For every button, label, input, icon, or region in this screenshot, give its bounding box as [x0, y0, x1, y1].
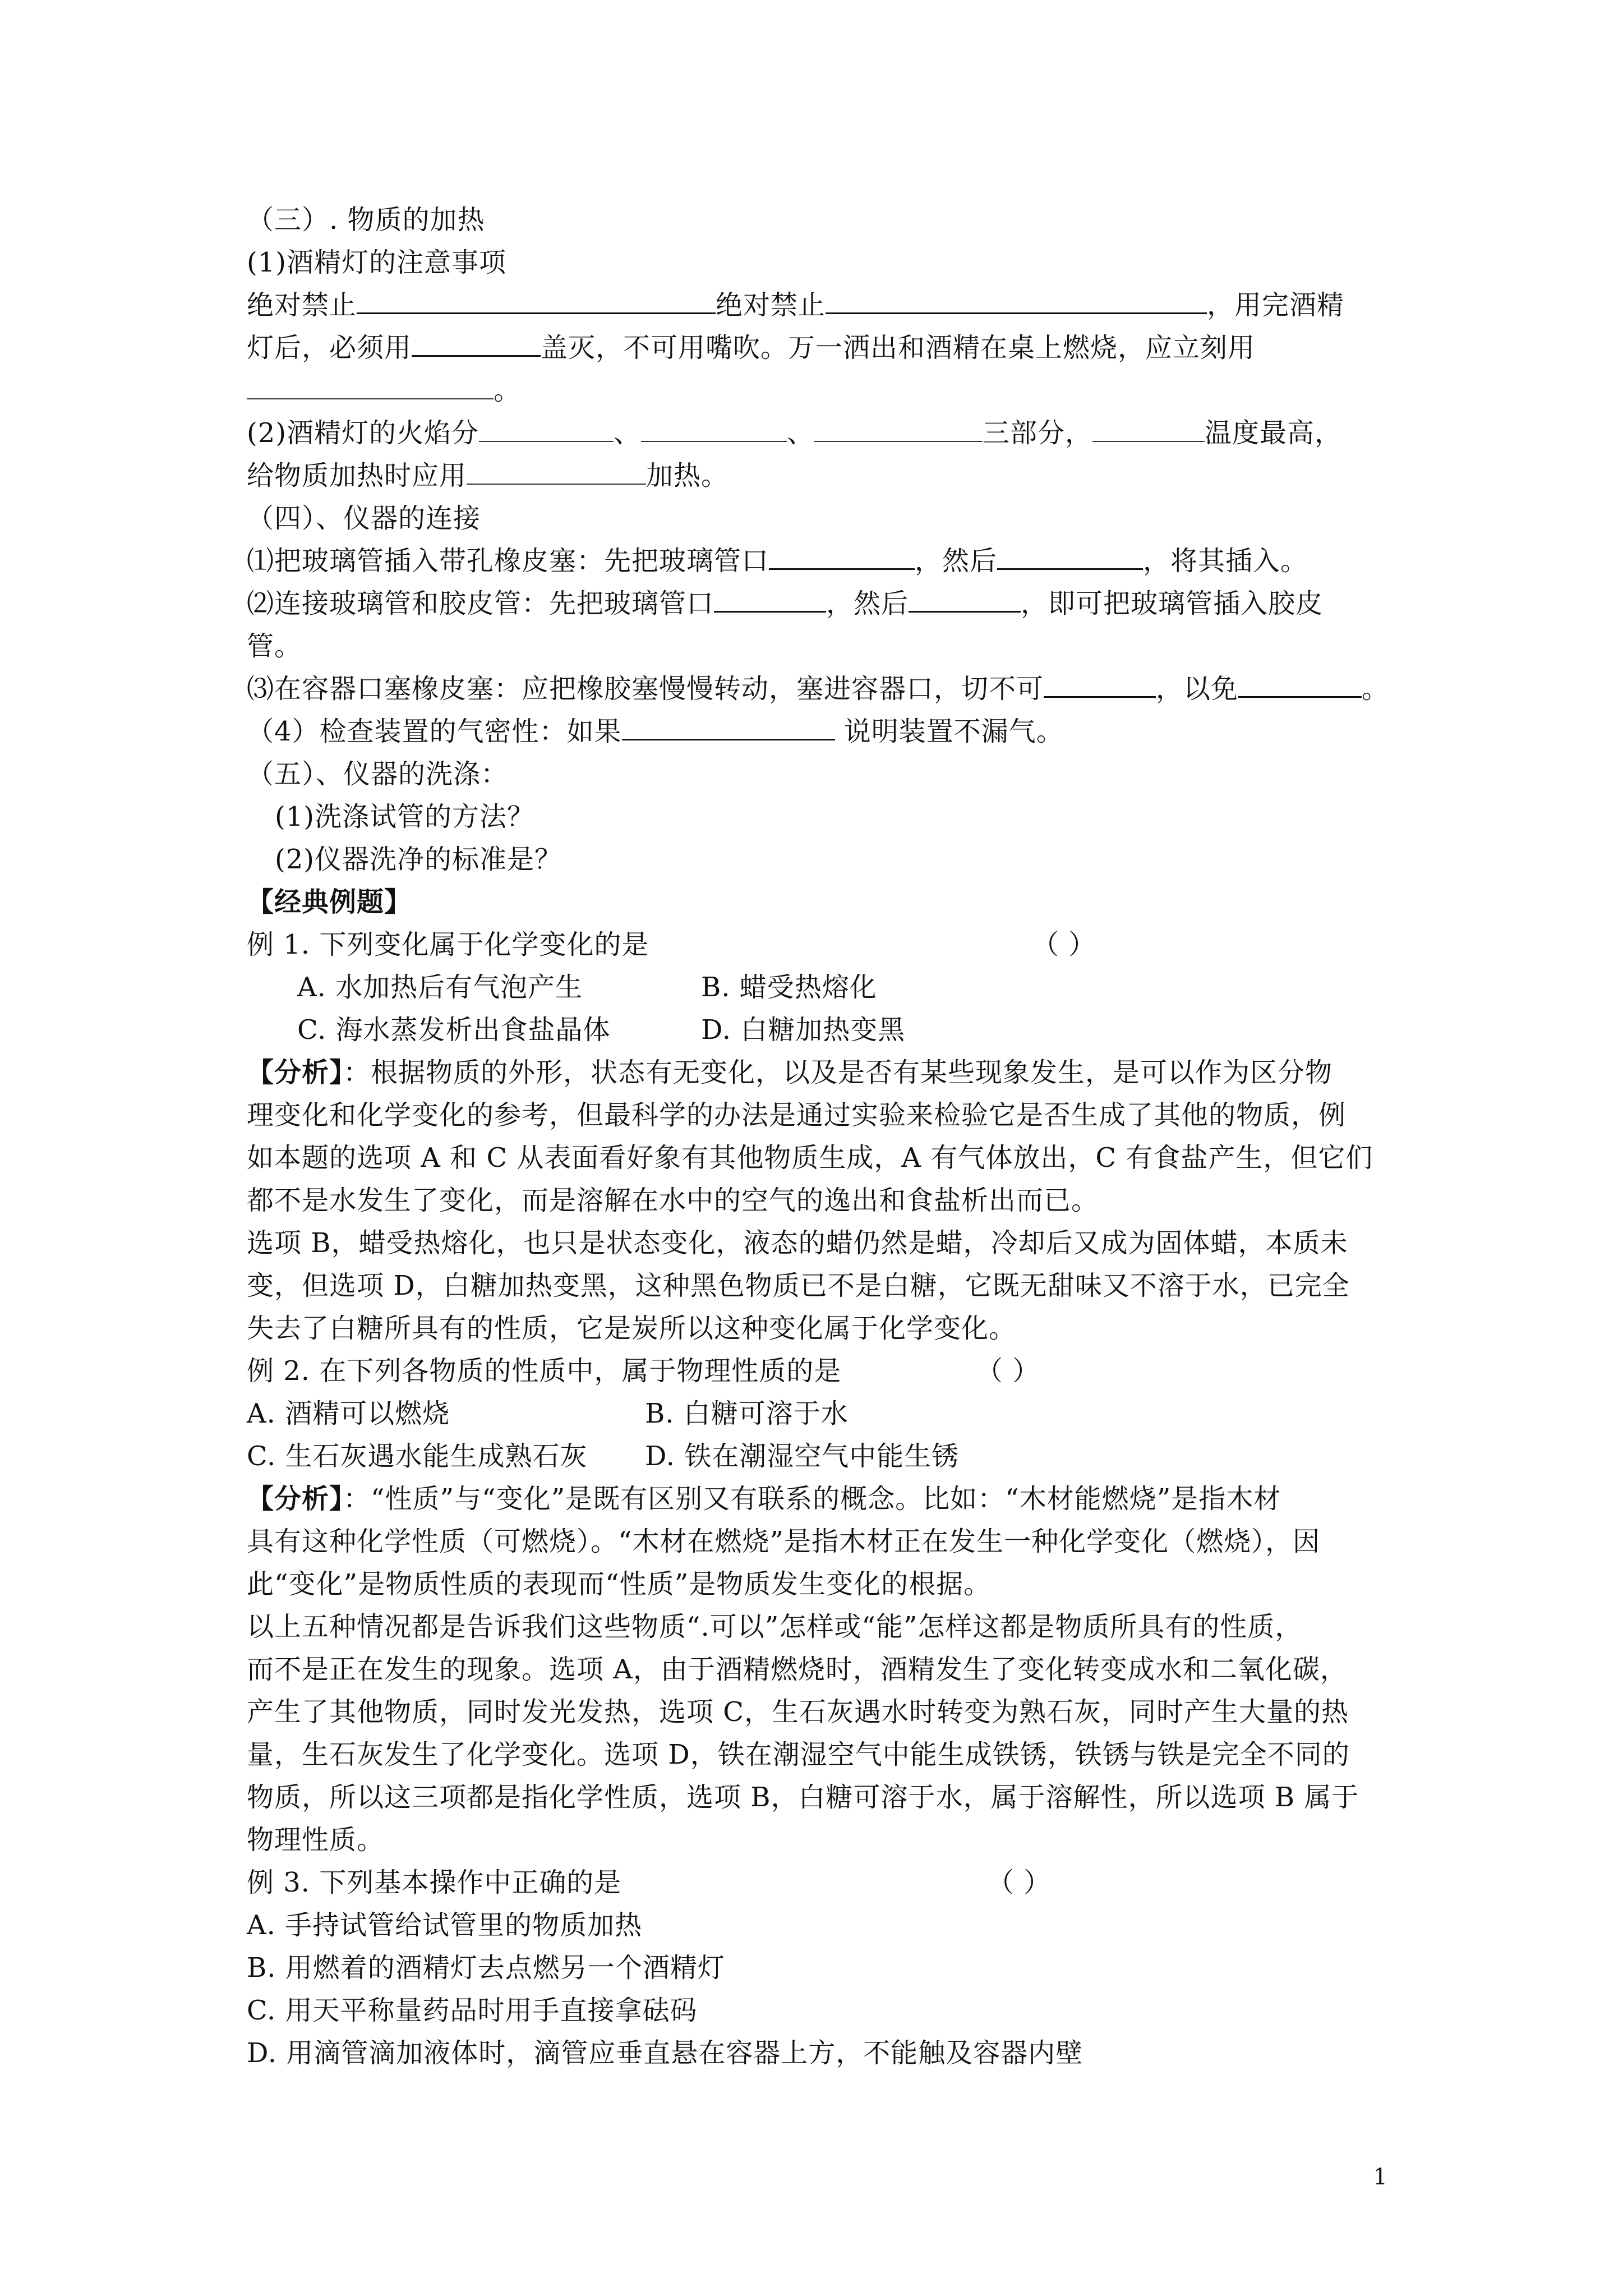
- text: ：根据物质的外形，状态有无变化，以及是否有某些现象发生，是可以作为区分物: [343, 1057, 1333, 1088]
- blank[interactable]: [622, 715, 835, 740]
- text: 三部分，: [983, 417, 1093, 449]
- example-3-option-c: C. 用天平称量药品时用手直接拿砝码: [247, 1995, 698, 2026]
- text: ，即可把玻璃管插入胶皮: [1021, 588, 1324, 619]
- text: 、: [614, 417, 642, 449]
- line-airtightness: [247, 714, 1064, 749]
- page-number: 1: [1373, 2164, 1387, 2190]
- example-1-analysis-line-2: 理变化和化学变化的参考，但最科学的办法是通过实验来检验它是否生成了其他的物质，例: [247, 1099, 1347, 1131]
- line-connect-rubber-tube-cont: 管。: [247, 631, 302, 662]
- text: 。: [1362, 673, 1390, 705]
- example-2-analysis-line-8: 物质，所以这三项都是指化学性质，选项 B，白糖可溶于水，属于溶解性，所以选项 B 属于: [247, 1782, 1359, 1813]
- example-2-analysis-line-6: 产生了其他物质，同时发光发热，选项 C，生石灰遇水时转变为熟石灰，同时产生大量的热: [247, 1696, 1349, 1728]
- blank[interactable]: [357, 289, 716, 314]
- line-stopper: [247, 671, 1389, 707]
- text: 温度最高，: [1205, 417, 1343, 449]
- section-5-item-2: (2)仪器洗净的标准是？: [275, 844, 562, 875]
- example-3-answer-paren: （ ）: [987, 1867, 1052, 1898]
- example-2-option-c: C. 生石灰遇水能生成熟石灰: [247, 1441, 588, 1472]
- text: ，将其插入。: [1143, 545, 1308, 577]
- blank[interactable]: [909, 587, 1021, 613]
- example-2-analysis-line-9: 物理性质。: [247, 1824, 385, 1856]
- example-2-analysis-line-4: 以上五种情况都是告诉我们这些物质“.可以”怎样或“能”怎样这都是物质所具有的性质，: [247, 1611, 1303, 1642]
- example-2-analysis-line-5: 而不是正在发生的现象。选项 A，由于酒精燃烧时，酒精发生了变化转变成水和二氧化碳，: [247, 1654, 1348, 1685]
- example-2-option-b: B. 白糖可溶于水: [645, 1398, 849, 1429]
- example-2-option-d: D. 铁在潮湿空气中能生锈: [645, 1441, 960, 1472]
- example-1-option-b: B. 蜡受热熔化: [701, 972, 877, 1003]
- text: ，用完酒精: [1207, 289, 1345, 321]
- line-heating-use: [247, 458, 728, 494]
- text: 。: [494, 375, 522, 406]
- blank[interactable]: [412, 332, 541, 357]
- text: ⑵连接玻璃管和胶皮管：先把玻璃管口: [247, 588, 714, 619]
- blank[interactable]: [641, 417, 787, 442]
- example-2-option-a: A. 酒精可以燃烧: [247, 1398, 450, 1429]
- text: ，以免: [1156, 673, 1239, 705]
- analysis-label: 【分析】: [247, 1057, 344, 1088]
- text: （4）检查装置的气密性：如果: [247, 716, 622, 747]
- example-2-analysis-line-3: 此“变化”是物质性质的表现而“性质”是物质发生变化的根据。: [247, 1568, 992, 1600]
- blank[interactable]: [769, 545, 915, 570]
- blank[interactable]: [826, 289, 1207, 314]
- text: 加热。: [646, 460, 729, 491]
- blank[interactable]: [1044, 673, 1156, 698]
- example-3-question: 例 3. 下列基本操作中正确的是: [247, 1867, 622, 1898]
- text: 、: [787, 417, 815, 449]
- line-flame-parts: [247, 415, 1342, 451]
- example-2-analysis-line-7: 量，生石灰发生了化学变化。选项 D，铁在潮湿空气中能生成铁锈，铁锈与铁是完全不同的: [247, 1739, 1350, 1770]
- example-1-analysis-line-4: 都不是水发生了变化，而是溶解在水中的空气的逸出和食盐析出而已。: [247, 1185, 1099, 1216]
- text: 说明装置不漏气。: [834, 716, 1064, 747]
- text: ⑶在容器口塞橡皮塞：应把橡胶塞慢慢转动，塞进容器口，切不可: [247, 673, 1044, 705]
- examples-title: 【经典例题】: [247, 886, 412, 918]
- line-alcohol-lamp-3: [247, 372, 521, 408]
- section-4-title: （四）、仪器的连接: [247, 503, 481, 534]
- example-1-question: 例 1. 下列变化属于化学变化的是: [247, 929, 649, 960]
- section-3-title: （三）. 物质的加热: [247, 204, 485, 236]
- blank[interactable]: [997, 545, 1143, 570]
- example-1-analysis-line-3: 如本题的选项 A 和 C 从表面看好象有其他物质生成，A 有气体放出，C 有食盐产生，但它们: [247, 1142, 1373, 1174]
- text: ，然后: [826, 588, 909, 619]
- blank[interactable]: [1092, 417, 1205, 442]
- section-5-item-1: (1)洗涤试管的方法？: [275, 801, 534, 832]
- text: ，然后: [915, 545, 998, 577]
- blank[interactable]: [1238, 673, 1362, 698]
- example-1-answer-paren: （ ）: [1032, 929, 1096, 960]
- example-2-analysis-line-2: 具有这种化学性质（可燃烧）。“木材在燃烧”是指木材正在发生一种化学变化（燃烧），因: [247, 1526, 1321, 1557]
- text: ⑴把玻璃管插入带孔橡皮塞：先把玻璃管口: [247, 545, 769, 577]
- example-1-analysis-line-6: 变，但选项 D，白糖加热变黑，这种黑色物质已不是白糖，它既无甜味又不溶于水，已完全: [247, 1270, 1350, 1301]
- example-2-question: 例 2. 在下列各物质的性质中，属于物理性质的是: [247, 1355, 842, 1387]
- text: 绝对禁止: [716, 289, 826, 321]
- blank[interactable]: [479, 417, 614, 442]
- example-3-option-d: D. 用滴管滴加液体时，滴管应垂直悬在容器上方，不能触及容器内壁: [247, 2037, 1083, 2069]
- blank[interactable]: [467, 460, 646, 485]
- text: 灯后，必须用: [247, 332, 412, 364]
- example-2-analysis-line-1: [247, 1481, 1281, 1517]
- line-insert-glass-tube: [247, 543, 1308, 579]
- example-1-analysis-line-7: 失去了白糖所具有的性质，它是炭所以这种变化属于化学变化。: [247, 1313, 1017, 1344]
- example-2-answer-paren: （ ）: [976, 1355, 1040, 1387]
- blank[interactable]: [714, 587, 826, 613]
- blank[interactable]: [247, 375, 494, 399]
- example-1-analysis-line-1: [247, 1055, 1332, 1091]
- example-3-option-b: B. 用燃着的酒精灯去点燃另一个酒精灯: [247, 1952, 725, 1984]
- line-alcohol-lamp-1: [247, 287, 1344, 323]
- example-3-option-a: A. 手持试管给试管里的物质加热: [247, 1910, 643, 1941]
- example-1-option-d: D. 白糖加热变黑: [701, 1014, 906, 1046]
- example-1-option-c: C. 海水蒸发析出食盐晶体: [297, 1014, 611, 1046]
- line-alcohol-lamp-2: [247, 330, 1255, 366]
- analysis-label: 【分析】: [247, 1483, 344, 1515]
- blank[interactable]: [814, 417, 983, 442]
- text: 给物质加热时应用: [247, 460, 467, 491]
- example-1-analysis-line-5: 选项 B，蜡受热熔化，也只是状态变化，液态的蜡仍然是蜡，冷却后又成为固体蜡，本质未: [247, 1227, 1348, 1259]
- example-1-option-a: A. 水加热后有气泡产生: [297, 972, 583, 1003]
- line-connect-rubber-tube: [247, 586, 1323, 622]
- section-5-title: （五）、仪器的洗涤：: [247, 758, 509, 790]
- text: 绝对禁止: [247, 289, 357, 321]
- text: 盖灭，不可用嘴吹。万一洒出和酒精在桌上燃烧，应立刻用: [541, 332, 1256, 364]
- text: ：“性质”与“变化”是既有区别又有联系的概念。比如：“木材能燃烧”是指木材: [343, 1483, 1281, 1515]
- section-3-item-1: (1)酒精灯的注意事项: [247, 247, 506, 278]
- text: (2)酒精灯的火焰分: [247, 417, 479, 449]
